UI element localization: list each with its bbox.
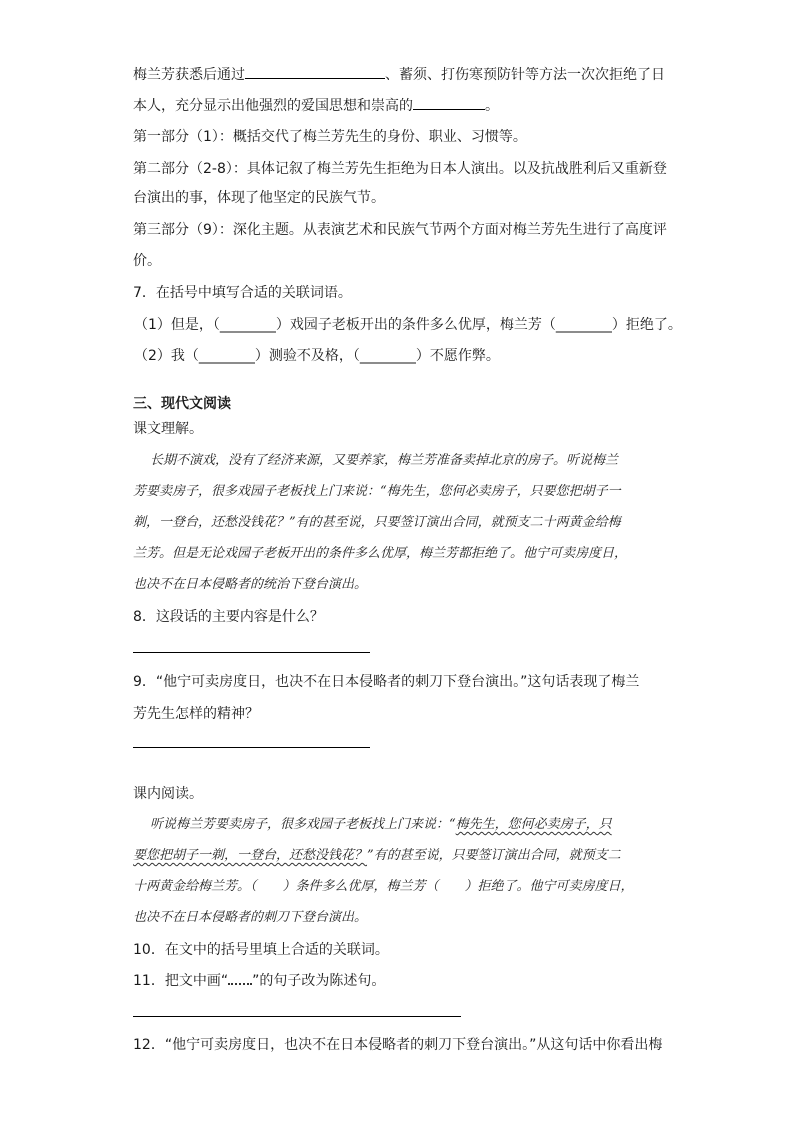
section-heading: 三、现代文阅读 <box>133 396 231 412</box>
text-segment: 听说梅兰芳要卖房子，很多戏园子老板找上门来说：“ <box>150 817 456 832</box>
text-segment: 11．把文中画“ <box>133 973 229 989</box>
text-segment: 本人，充分显示出他强烈的爱国思想和崇高的 <box>133 98 413 114</box>
passage-1-line: 长期不演戏，没有了经济来源，又要养家，梅兰芳准备卖掉北京的房子。听说梅兰 <box>150 453 619 468</box>
text-segment: ”有的甚至说，只要签订演出合同，就预支二 <box>367 848 621 863</box>
fill-blank[interactable] <box>413 95 485 110</box>
question-7: 7．在括号中填写合适的关联词语。 <box>133 285 352 301</box>
text-segment: 、蓄须、打伤寒预防针等方法一次次拒绝了日 <box>385 67 665 83</box>
passage-1-line: 剃，一登台，还愁没钱花？”有的甚至说，只要签订演出合同，就预支二十两黄金给梅 <box>133 515 621 530</box>
text-segment: 梅兰芳获悉后通过 <box>133 67 245 83</box>
question-11 <box>133 971 385 991</box>
answer-line[interactable] <box>133 1016 461 1017</box>
part-two-summary-line-1: 第二部分（2-8）：具体记叙了梅兰芳先生拒绝为日本人演出。以及抗战胜利后又重新登 <box>133 161 667 177</box>
part-three-summary-line-1: 第三部分（9）：深化主题。从表演艺术和民族气节两个方面对梅兰芳先生进行了高度评 <box>133 222 667 238</box>
question-10: 10．在文中的括号里填上合适的关联词。 <box>133 942 389 958</box>
passage-2-line-3: 十两黄金给梅兰芳。（ ）条件多么优厚，梅兰芳（ ）拒绝了。他宁可卖房度日， <box>133 879 634 894</box>
fill-blank[interactable] <box>245 64 385 79</box>
question-9-line-2: 芳先生怎样的精神？ <box>133 706 259 722</box>
passage-1-line: 兰芳。但是无论戏园子老板开出的条件多么优厚，梅兰芳都拒绝了。他宁可卖房度日， <box>133 546 628 561</box>
subsection-label: 课文理解。 <box>133 421 203 437</box>
question-7-item-2: （2）我（________）测验不及格，（________）不愿作弊。 <box>134 348 500 364</box>
wavy-underlined-sentence: 梅先生，您何必卖房子，只 <box>455 817 612 832</box>
text-segment: ”的句子改为陈述句。 <box>252 973 386 989</box>
question-7-item-1: （1）但是，（________）戏园子老板开出的条件多么优厚，梅兰芳（________）拒绝了。 <box>134 317 682 333</box>
text-segment: 。 <box>485 98 499 114</box>
wavy-line-mark-icon <box>228 973 252 985</box>
passage-1-line: 芳要卖房子，很多戏园子老板找上门来说：“梅先生，您何必卖房子，只要您把胡子一 <box>133 484 621 499</box>
question-8: 8．这段话的主要内容是什么？ <box>133 609 324 625</box>
fill-line-1 <box>133 64 665 85</box>
answer-line[interactable] <box>133 652 370 653</box>
answer-line[interactable] <box>133 747 370 748</box>
fill-line-2 <box>133 95 499 116</box>
subsection-label: 课内阅读。 <box>133 786 203 802</box>
passage-2-line-2 <box>133 846 621 866</box>
wavy-underlined-sentence: 要您把胡子一剃，一登台，还愁没钱花？ <box>133 848 368 863</box>
part-two-summary-line-2: 台演出的事，体现了他坚定的民族气节。 <box>133 190 385 206</box>
passage-2-line-4: 也决不在日本侵略者的刺刀下登台演出。 <box>133 910 368 925</box>
question-9-line-1: 9．“他宁可卖房度日，也决不在日本侵略者的刺刀下登台演出。”这句话表现了梅兰 <box>133 674 640 690</box>
part-one-summary: 第一部分（1）：概括交代了梅兰芳先生的身份、职业、习惯等。 <box>133 129 527 145</box>
question-12: 12．“他宁可卖房度日，也决不在日本侵略者的刺刀下登台演出。”从这句话中你看出梅 <box>133 1037 663 1053</box>
part-three-summary-line-2: 价。 <box>133 253 161 269</box>
passage-2-line-1 <box>150 815 612 835</box>
passage-1-line: 也决不在日本侵略者的统治下登台演出。 <box>133 577 368 592</box>
